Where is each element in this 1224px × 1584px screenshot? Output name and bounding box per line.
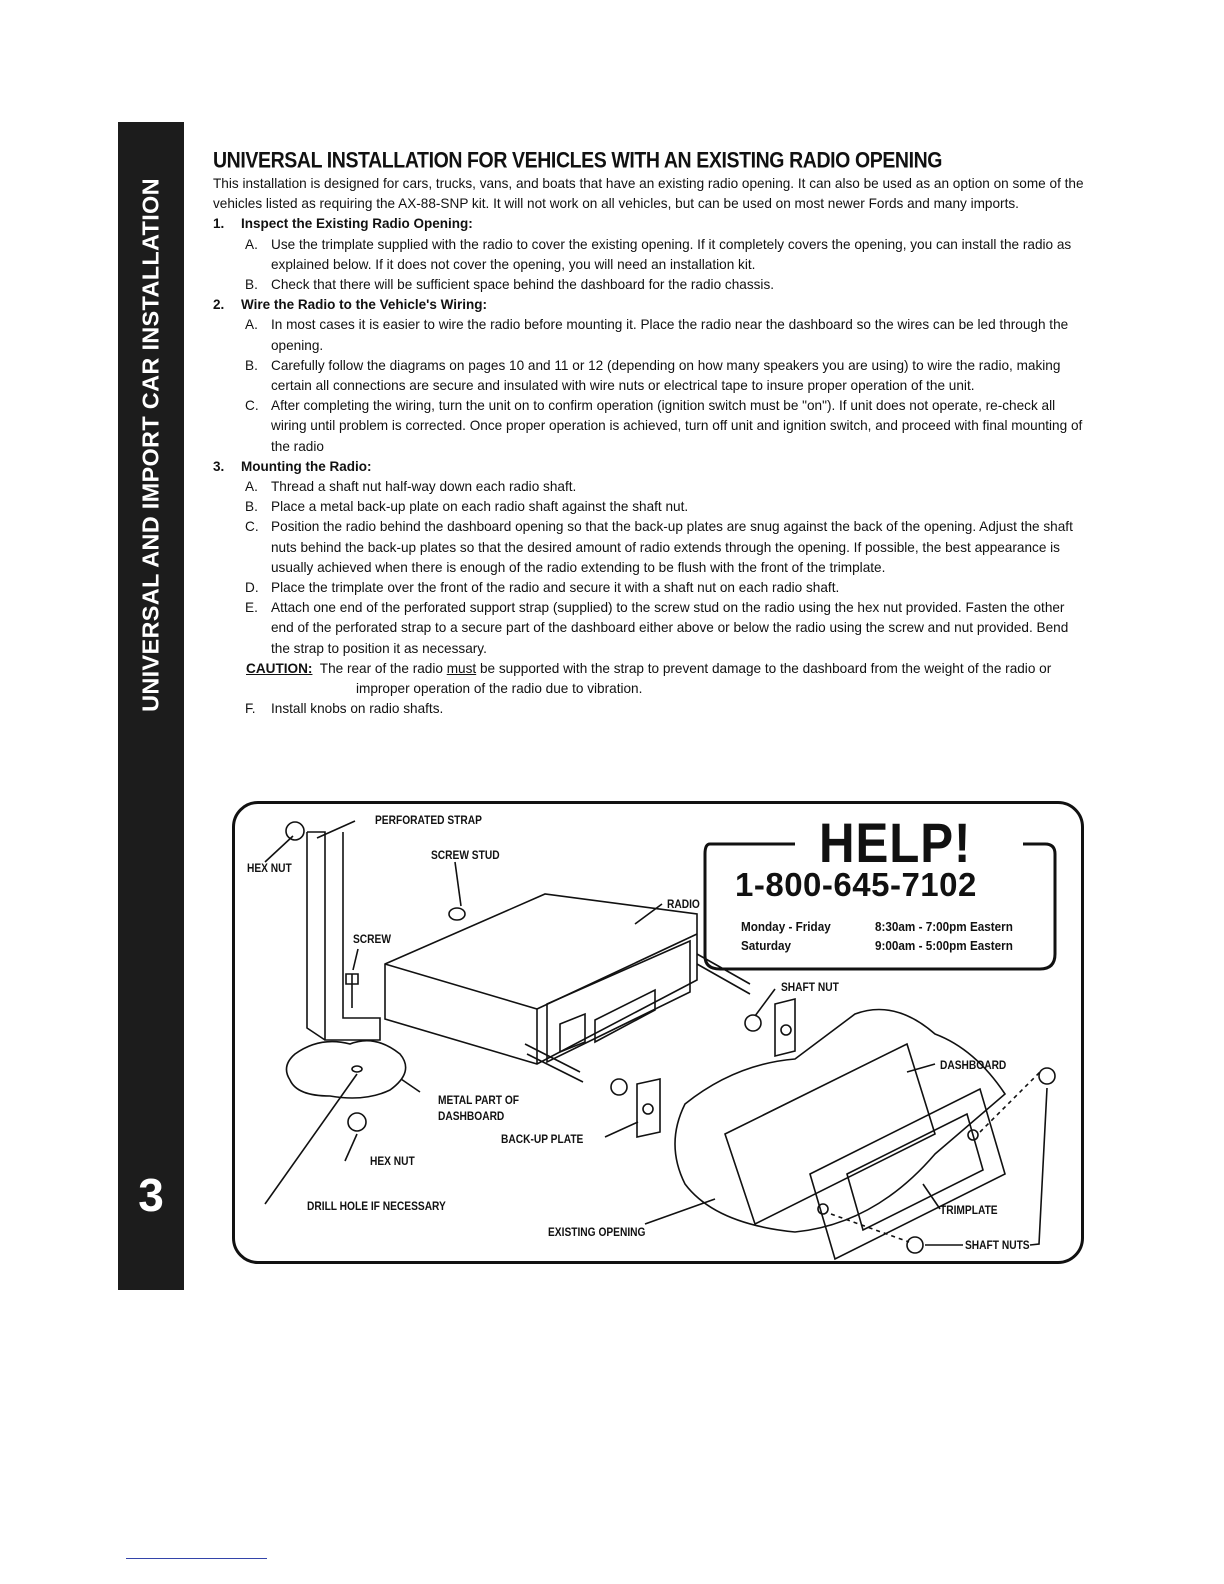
label-shaft-nut: SHAFT NUT [781, 980, 839, 994]
hours-time: 8:30am - 7:00pm Eastern [875, 919, 1013, 934]
list-item: B. Carefully follow the diagrams on pages 10 and 11 or 12 (depending on how many speakers you are using) to wire the radio, making certain all connections are secure and insulated with wire nuts or electrical tape to insure proper operation of the unit. [245, 357, 1061, 394]
installation-diagram [232, 801, 1084, 1264]
list-item: A. In most cases it is easier to wire the radio before mounting it. Place the radio near the dashboard so the wires can be led through the opening. [245, 317, 1069, 353]
label-hex-nut-bottom: HEX NUT [370, 1154, 415, 1168]
hours-time: 9:00am - 5:00pm Eastern [875, 938, 1013, 953]
page-number: 3 [138, 1169, 164, 1221]
label-screw-stud: SCREW STUD [431, 848, 500, 862]
help-heading: HELP! [819, 811, 972, 874]
label-hex-nut-top: HEX NUT [247, 861, 292, 875]
list-item: D. Place the trimplate over the front of the radio and secure it with a shaft nut on each radio shaft. [245, 580, 840, 596]
hours-days: Monday - Friday [741, 919, 831, 934]
list-item: C. After completing the wiring, turn the unit on to confirm operation (ignition switch must be "on"). If unit does not operate, re-check all wiring until problem is corrected. Once proper operation is achieved, turn off unit and ignition switch, and proceed with final mounting of the radio [245, 398, 1083, 454]
intro-paragraph: This installation is designed for cars, trucks, vans, and boats that have an existing radio opening. It can also be used as an option on some of the vehicles listed as requiring the AX-88-SNP kit. It will not work on all vehicles, but can be used on most newer Fords and many imports. [213, 176, 1084, 212]
list-item: E. Attach one end of the perforated support strap (supplied) to the screw stud on the radio using the hex nut provided. Fasten the other end of the perforated strap to a secure part of the dashboard either above or below the radio using the screw and nut provided. Bend the strap to position it as necessary. [245, 600, 1069, 656]
list-item: B. Check that there will be sufficient space behind the dashboard for the radio chassis. [245, 277, 775, 293]
label-dashboard: DASHBOARD [940, 1058, 1007, 1072]
label-perforated-strap: PERFORATED STRAP [375, 813, 482, 827]
sidebar-title: UNIVERSAL AND IMPORT CAR INSTALLATION [137, 178, 164, 712]
label-trimplate: TRIMPLATE [940, 1203, 998, 1217]
label-radio: RADIO [667, 897, 700, 911]
list-item: F. Install knobs on radio shafts. [245, 701, 444, 717]
list-item: A. Thread a shaft nut half-way down each radio shaft. [245, 479, 577, 495]
label-metal-part: METAL PART OF DASHBOARD [438, 1093, 520, 1123]
list-item: C. Position the radio behind the dashboard opening so that the back-up plates are snug against the back of the opening. Adjust the shaft nuts behind the back-up plates so that the desired amount of radio extends through the opening. If possible, the best appearance is usually achieved when there is enough of the radio extending to be flush with the front of the trimplate. [245, 519, 1073, 575]
page-title: UNIVERSAL INSTALLATION FOR VEHICLES WITH AN EXISTING RADIO OPENING [213, 148, 943, 174]
label-drill-hole: DRILL HOLE IF NECESSARY [307, 1199, 446, 1213]
hours-days: Saturday [741, 938, 792, 953]
label-shaft-nuts: SHAFT NUTS [965, 1238, 1030, 1252]
section-heading: 3. Mounting the Radio: [213, 458, 372, 474]
label-back-up-plate: BACK-UP PLATE [501, 1132, 584, 1146]
list-item: A. Use the trimplate supplied with the radio to cover the existing opening. If it completely covers the opening, you can install the radio as explained below. If it does not cover the opening, you will need an installation kit. [245, 236, 1072, 272]
section-heading: 1. Inspect the Existing Radio Opening: [213, 216, 473, 232]
section-heading: 2. Wire the Radio to the Vehicle's Wiring: [213, 297, 487, 313]
help-phone-number: 1-800-645-7102 [735, 866, 977, 903]
label-existing-opening: EXISTING OPENING [548, 1225, 646, 1239]
footer-rule [126, 1558, 267, 1559]
label-screw: SCREW [353, 932, 391, 946]
list-item: B. Place a metal back-up plate on each radio shaft against the shaft nut. [245, 499, 689, 515]
caution-note: CAUTION: The rear of the radio must be supported with the strap to prevent damage to the dashboard from the weight of the radio or improper operation of the radio due to vibration. [246, 660, 1052, 697]
instructions [213, 174, 1085, 719]
